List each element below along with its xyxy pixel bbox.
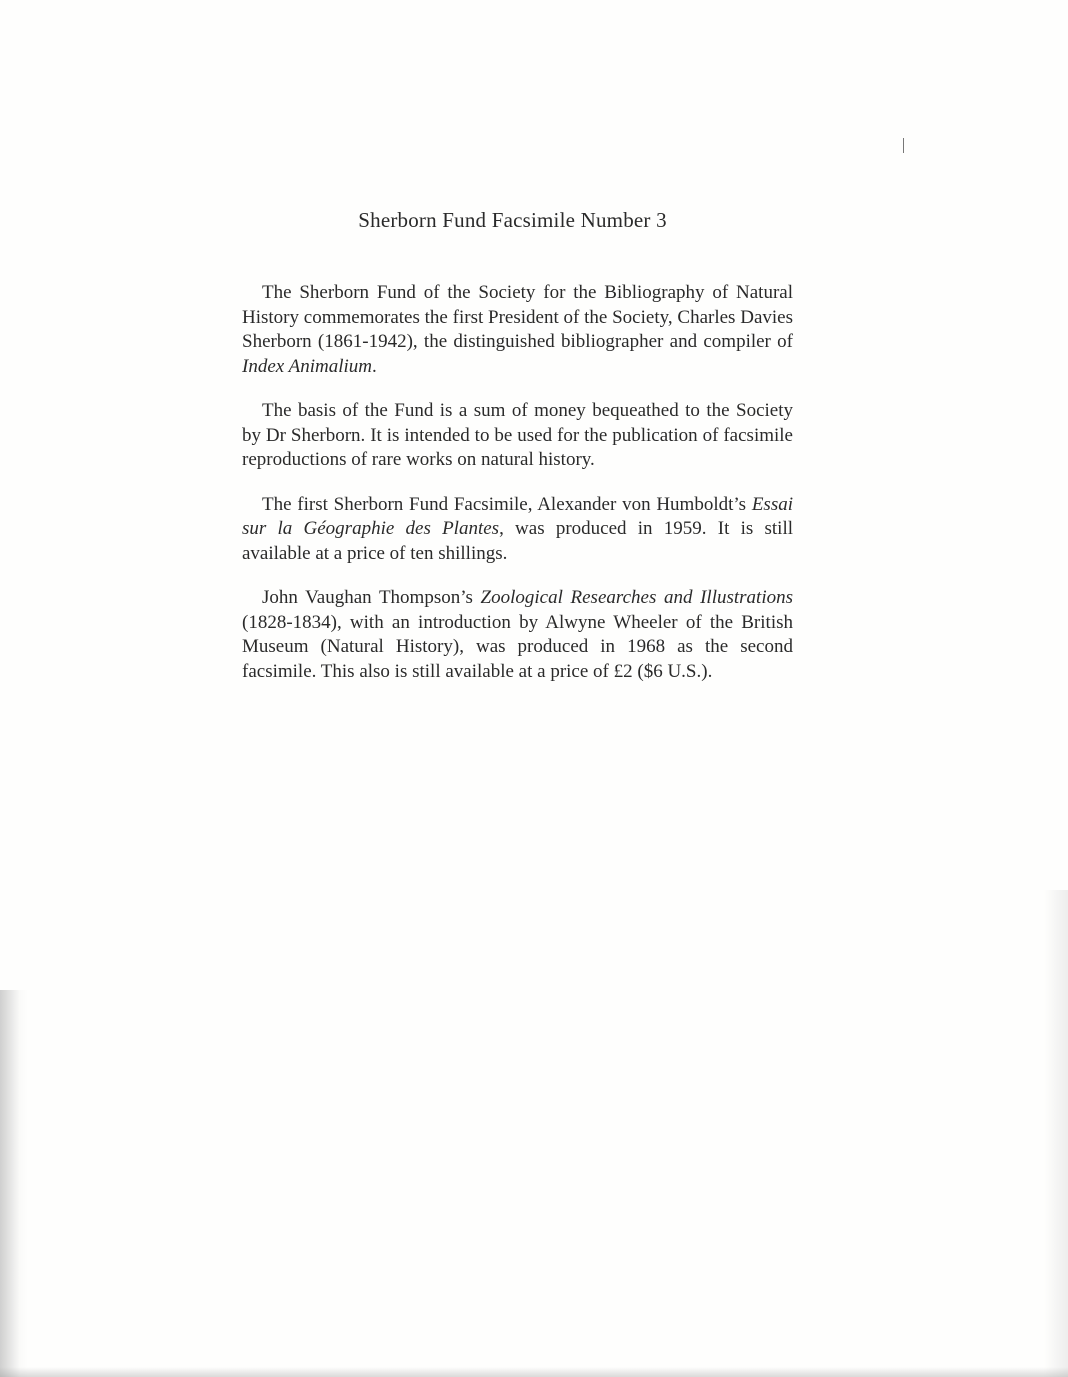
body-text bbox=[242, 281, 793, 704]
paragraph-text: , was produced in 1959. It is still available at a price of ten shillings. bbox=[242, 518, 793, 564]
scan-mark bbox=[903, 138, 904, 153]
paragraph-3 bbox=[242, 493, 793, 567]
paragraph-text: (1828-1834), with an introduction by Alwyne Wheeler of the British Museum (Natural History), was produced in 1968 as the second facsimile. This also is still available at a price of £2 ($6 U.S.). bbox=[242, 611, 793, 682]
book-title: Essai sur la Géographie des Plantes bbox=[242, 493, 793, 539]
scan-edge-shadow-left bbox=[0, 990, 28, 1377]
book-title: Zoological Researches and Illustrations bbox=[480, 587, 794, 608]
paragraph-text: The first Sherborn Fund Facsimile, Alexander von Humboldt’s bbox=[262, 493, 752, 515]
paragraph-2 bbox=[242, 399, 793, 473]
book-title: Index Animalium bbox=[242, 355, 372, 377]
scan-edge-shadow-bottom bbox=[0, 1367, 1068, 1377]
paragraph-text: John Vaughan Thompson’s bbox=[262, 587, 481, 608]
paragraph-4 bbox=[242, 586, 793, 684]
paragraph-1 bbox=[242, 281, 793, 379]
paragraph-text: The Sherborn Fund of the Society for the Bibliography of Natural History commemorates the first President of the Society, Charles Davies Sherborn (1861-1942), the distinguished bibliographer and compiler of bbox=[242, 282, 793, 352]
paragraph-text: . bbox=[372, 355, 377, 377]
scan-edge-shadow-right bbox=[1044, 890, 1068, 1377]
page-title: Sherborn Fund Facsimile Number 3 bbox=[358, 208, 667, 232]
paragraph-text: The basis of the Fund is a sum of money bequeathed to the Society by Dr Sherborn. It is intended to be used for the publication of facsimile reproductions of rare works on natural history. bbox=[242, 400, 793, 470]
